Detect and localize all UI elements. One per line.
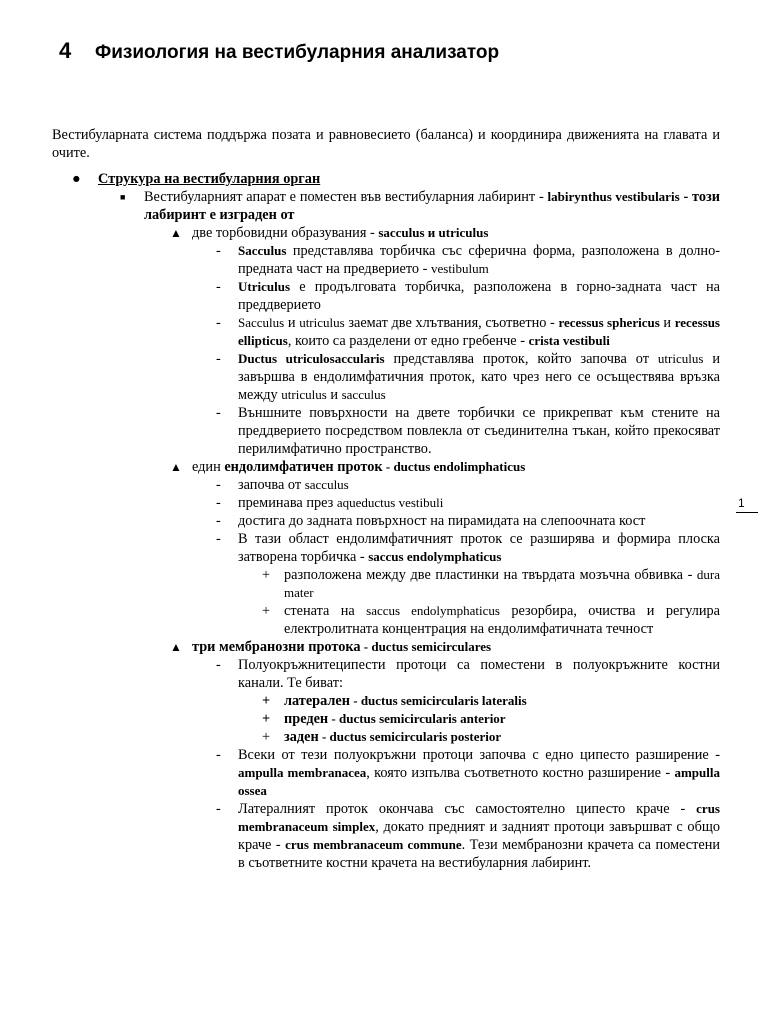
bullet-dash: - [216, 279, 221, 295]
text: Всеки от тези полуокръжни протоци започва с едно ципесто разширение - [238, 747, 720, 763]
bullet-plus: + [262, 603, 271, 619]
chapter-number: 4 [59, 38, 72, 63]
level4-item [238, 566, 720, 602]
latin-term: Ductus utriculosaccularis [238, 351, 385, 366]
latin-term: crus membranaceum commune [285, 837, 462, 852]
bullet-triangle: ▲ [170, 640, 182, 654]
level4-list [238, 566, 720, 638]
level3-item [192, 800, 720, 872]
page-number: 1 [738, 496, 745, 510]
latin-term: crus membranaceum simplex [238, 801, 720, 834]
text: започва от [238, 477, 305, 493]
section-list [52, 170, 720, 872]
latin-term: Utriculus [238, 279, 290, 294]
text: резорбира, очиства и регулира електролитната концентрация на ендолимфатичната течност [284, 603, 721, 637]
level3-item [192, 314, 720, 350]
level3-item [192, 512, 720, 530]
text: стената на [284, 603, 367, 619]
latin-term: - ductus semicircularis anterior [328, 711, 506, 726]
section-item [52, 170, 720, 872]
text: и [326, 387, 342, 403]
level2-item [144, 224, 720, 458]
latin-term: ampulla ossea [238, 765, 720, 798]
level3-item [192, 530, 720, 638]
body-content [52, 126, 720, 872]
bullet-triangle: ▲ [170, 226, 182, 240]
level3-item [192, 746, 720, 800]
text: . Тези мембранозни крачета са поместени в съответните костни крачета на вестибуларния лабиринт. [238, 837, 720, 871]
latin-term: vestibulum [430, 261, 489, 276]
bullet-triangle: ▲ [170, 460, 182, 474]
text: преминава през [238, 495, 337, 511]
latin-term: labirynthus vestibularis [547, 189, 680, 204]
level3-item [192, 404, 720, 458]
bullet-dash: - [216, 531, 221, 547]
bullet-dash: - [216, 801, 221, 817]
level3-list [192, 242, 720, 458]
latin-term: sacculus и utriculus [378, 225, 489, 240]
text: е продълговата торбичка, разположена в горно-задната част на преддверието [238, 279, 720, 313]
latin-term: utriculus [281, 387, 327, 402]
level3-item [192, 494, 720, 512]
bullet-dash: - [216, 405, 221, 421]
level3-item [192, 278, 720, 314]
text: заемат две хлътвания, съответно - [344, 315, 559, 331]
bullet-dash: - [216, 657, 221, 673]
level4-list [238, 692, 720, 746]
latin-term: ampulla membranacea [238, 765, 367, 780]
level2-list [144, 224, 720, 872]
page-number-rule [736, 512, 758, 513]
intro-paragraph: Вестибуларната система поддържа позата и равновесието (баланса) и координира движенията на главата и очите. [52, 127, 720, 161]
level3-item [192, 242, 720, 278]
text: ендолимфатичен проток [224, 459, 383, 475]
level3-item [192, 656, 720, 746]
bullet-plus: + [262, 693, 271, 709]
level3-list [192, 476, 720, 638]
level3-list [192, 656, 720, 872]
latin-term: - ductus semicirculares [360, 639, 492, 654]
text: преден [284, 711, 329, 727]
text: заден [284, 729, 319, 745]
level3-item [192, 350, 720, 404]
bullet-dash: - [216, 351, 221, 367]
text: и [284, 315, 300, 331]
text: и завършва в ендолимфатичния проток, като чрез него се осъществява връзка между [238, 351, 720, 403]
level2-item [144, 638, 720, 872]
text: Латералният проток окончава със самостоятелно ципесто краче - [238, 801, 697, 817]
latin-term: recessus ellipticus [238, 315, 720, 348]
text: Външните повърхности на двете торбички се прикрепват към стените на преддверието посредством повлекла от съединителна тъкан, който прекосяват перилимфатично пространство. [238, 405, 720, 457]
text: В тази област ендолимфатичният проток се разширява и формира плоска затворена торбичка - [238, 531, 720, 565]
text: латерален [284, 693, 350, 709]
text: три мембранозни протока [192, 639, 361, 655]
text: достига до задната повърхност на пирамидата на слепоочната кост [238, 513, 646, 529]
level1-item [98, 188, 720, 872]
text: , които са разделени от едно гребенче - [287, 333, 529, 349]
section-title: Струкура на вестибуларния орган [98, 171, 321, 187]
level4-item [238, 728, 720, 746]
bullet-dash: - [216, 747, 221, 763]
latin-term: sacculus [341, 387, 386, 402]
text: , която изпълва съответното костно разширение - [366, 765, 675, 781]
text: , докато предният и задният протоци завършват с общо краче - [238, 819, 721, 853]
latin-term: saccus endolymphaticus [368, 549, 502, 564]
bullet-square: ■ [120, 192, 126, 202]
level4-item [238, 602, 720, 638]
latin-term: crista vestibuli [528, 333, 610, 348]
text: Вестибуларният апарат е поместен във вестибуларния лабиринт - [144, 189, 548, 205]
level3-item [192, 476, 720, 494]
latin-term: - ductus semicircularis posterior [318, 729, 502, 744]
text: и [659, 315, 675, 331]
latin-term: Sacculus [238, 243, 287, 258]
bullet-plus: + [262, 729, 271, 745]
level2-item [144, 458, 720, 638]
bullet-dot: ● [72, 171, 81, 187]
latin-term: - ductus endolimphaticus [382, 459, 526, 474]
level4-item [238, 692, 720, 710]
chapter-heading [59, 38, 499, 66]
text: две торбовидни образувания - [192, 225, 379, 241]
text: представлява проток, който започва от [384, 351, 658, 367]
bullet-plus: + [262, 711, 271, 727]
latin-term: aqueductus vestibuli [336, 495, 444, 510]
latin-term: utriculus [657, 351, 704, 366]
latin-term: utriculus [299, 315, 345, 330]
text: Полуокръжнитеципести протоци са поместени в полуокръжните костни канали. Те биват: [238, 657, 720, 691]
text: един [192, 459, 225, 475]
text: - този лабиринт е изграден от [144, 189, 721, 223]
bullet-plus: + [262, 567, 271, 583]
bullet-dash: - [216, 477, 221, 493]
bullet-dash: - [216, 495, 221, 511]
latin-term: dura mater [284, 567, 720, 600]
bullet-dash: - [216, 315, 221, 331]
chapter-title: Физиология на вестибуларния анализатор [95, 42, 500, 63]
latin-term: Sacculus [238, 315, 285, 330]
text: представлява торбичка със сферична форма, разположена в долно-предната част на предверието - [238, 243, 720, 277]
bullet-dash: - [216, 513, 221, 529]
latin-term: - ductus semicircularis lateralis [350, 693, 527, 708]
latin-term: recessus sphericus [558, 315, 660, 330]
level1-list [120, 188, 721, 872]
level4-item [238, 710, 720, 728]
bullet-dash: - [216, 243, 221, 259]
latin-term: saccus endolymphaticus [366, 603, 500, 618]
latin-term: sacculus [304, 477, 349, 492]
text: разположена между две пластинки на твърдата мозъчна обвивка - [284, 567, 697, 583]
